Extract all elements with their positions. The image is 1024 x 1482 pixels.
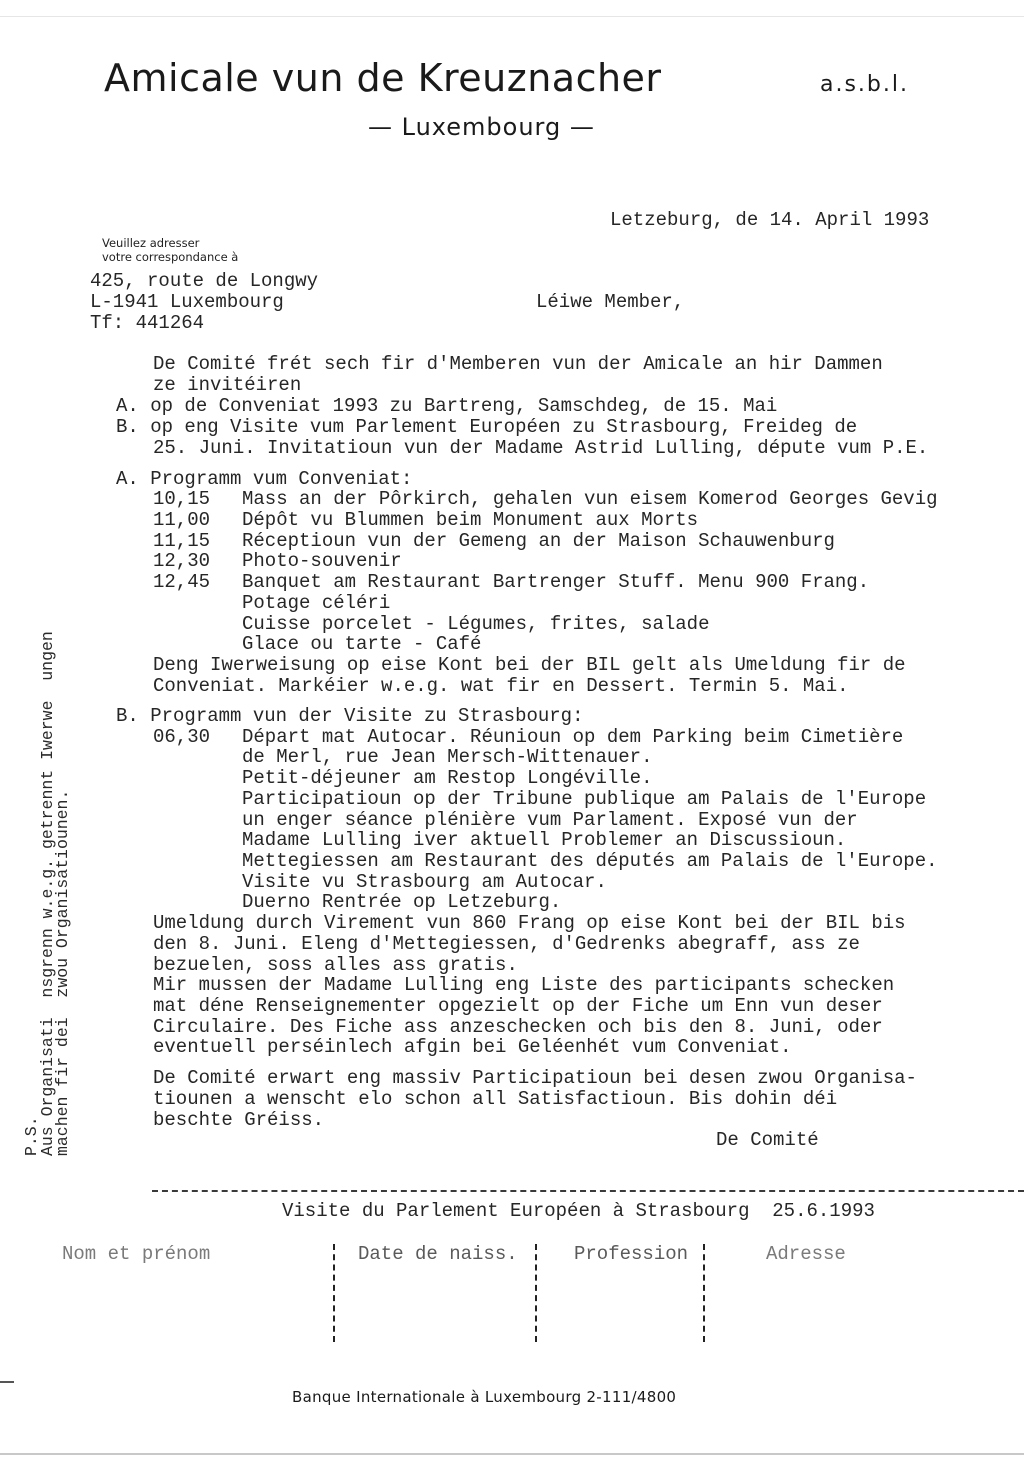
page-edge-bottom — [0, 1453, 1024, 1455]
page-edge-top — [0, 16, 1024, 17]
form-column-profession[interactable]: Profession — [574, 1243, 689, 1265]
menu-item: Potage céléri — [242, 592, 391, 614]
body-line: Mir mussen der Madame Lulling eng Liste des participants schecken — [153, 974, 895, 996]
side-note-line: machen fir dei zwou Organisatiounen. — [53, 789, 72, 1156]
body-line: den 8. Juni. Eleng d'Mettegiessen, d'Gedrenks abegraff, ass ze — [153, 933, 860, 955]
address-line: L-1941 Luxembourg — [90, 291, 284, 313]
program-time: 12,30 — [153, 550, 211, 572]
program-item: Visite vu Strasbourg am Autocar. — [242, 871, 607, 893]
punch-mark — [0, 1381, 14, 1383]
body-line: bezuelen, soss alles ass gratis. — [153, 954, 518, 976]
form-column-name[interactable]: Nom et prénom — [62, 1243, 211, 1265]
body-line: De Comité frét sech fir d'Memberen vun der Amicale an hir Dammen — [153, 353, 883, 375]
program-item: Madame Lulling iver aktuell Problemer an Discussioun. — [242, 829, 847, 851]
body-line: mat déne Renseignementer opgezielt op der Fiche um Enn vun deser — [153, 995, 883, 1017]
menu-item: Cuisse porcelet - Légumes, frites, salade — [242, 613, 710, 635]
body-line: Circulaire. Des Fiche ass anzeschecken och bis den 8. Juni, oder — [153, 1016, 883, 1038]
program-item: Réceptioun vun der Gemeng an der Maison Schauwenburg — [242, 530, 835, 552]
form-title: Visite du Parlement Européen à Strasbourg 25.6.1993 — [282, 1200, 875, 1222]
program-time: 11,15 — [153, 530, 211, 552]
program-item: un enger séance plénière vum Parlament. Exposé vun der — [242, 809, 858, 831]
salutation: Léiwe Member, — [536, 291, 685, 313]
program-item: Dépôt vu Blummen beim Monument aux Morts — [242, 509, 699, 531]
form-divider — [535, 1244, 537, 1342]
menu-item: Glace ou tarte - Café — [242, 633, 482, 655]
program-time: 12,45 — [153, 571, 211, 593]
cut-line — [152, 1190, 1024, 1192]
body-line: ze invitéiren — [153, 374, 302, 396]
body-line: tiounen a wenscht elo schon all Satisfactioun. Bis dohin déi — [153, 1088, 838, 1110]
section-heading: A. Programm vum Conveniat: — [116, 468, 413, 490]
address-line: 425, route de Longwy — [90, 270, 319, 292]
program-item: Participatioun op der Tribune publique am Palais de l'Europe — [242, 788, 927, 810]
program-item: Banquet am Restaurant Bartrenger Stuff. Menu 900 Frang. — [242, 571, 870, 593]
program-item: Duerno Rentrée op Letzeburg. — [242, 891, 562, 913]
body-line: A. op de Conveniat 1993 zu Bartreng, Samschdeg, de 15. Mai — [116, 395, 778, 417]
address-line: Tf: 441264 — [90, 312, 205, 334]
body-line: eventuell perséinlech afgin bei Geléenhét vum Conveniat. — [153, 1036, 792, 1058]
program-time: 06,30 — [153, 726, 211, 748]
side-note — [24, 631, 71, 1156]
form-divider — [333, 1244, 335, 1342]
side-note-line: Aus Organisati nsgrenn w.e.g. getrennt Iwerwe ungen — [37, 631, 57, 1156]
form-column-birth-date[interactable]: Date de naiss. — [358, 1243, 518, 1265]
program-item: de Merl, rue Jean Mersch-Wittenauer. — [242, 746, 653, 768]
form-divider — [703, 1244, 705, 1342]
organization-name: Amicale vun de Kreuznacher — [104, 56, 662, 100]
program-time: 10,15 — [153, 488, 211, 510]
organization-country: — Luxembourg — — [368, 113, 595, 141]
body-line: Deng Iwerweisung op eise Kont bei der BIL gelt als Umeldung fir de — [153, 654, 906, 676]
program-item: Petit-déjeuner am Restop Longéville. — [242, 767, 653, 789]
date-line: Letzeburg, de 14. April 1993 — [610, 209, 930, 231]
body-line: B. op eng Visite vum Parlement Européen zu Strasbourg, Freideg de — [116, 416, 858, 438]
program-time: 11,00 — [153, 509, 211, 531]
program-item: Départ mat Autocar. Réunioun op dem Parking beim Cimetière — [242, 726, 904, 748]
body-line: beschte Gréiss. — [153, 1109, 325, 1131]
body-line: 25. Juni. Invitatioun vun der Madame Astrid Lulling, députe vum P.E. — [153, 437, 929, 459]
correspondence-note-line: Veuillez adresser — [102, 236, 200, 250]
organization-suffix: a.s.b.l. — [820, 72, 909, 97]
section-heading: B. Programm vun der Visite zu Strasbourg: — [116, 705, 584, 727]
bank-details: Banque Internationale à Luxembourg 2-111/4800 — [292, 1388, 677, 1406]
correspondence-note-line: votre correspondance à — [102, 250, 239, 264]
signature-line: De Comité — [716, 1129, 819, 1151]
body-line: Conveniat. Markéier w.e.g. wat fir en Dessert. Termin 5. Mai. — [153, 675, 849, 697]
form-column-address[interactable]: Adresse — [766, 1243, 846, 1265]
program-item: Photo-souvenir — [242, 550, 402, 572]
program-item: Mass an der Pôrkirch, gehalen vun eisem Komerod Georges Gevig — [242, 488, 938, 510]
body-line: Umeldung durch Virement vun 860 Frang op eise Kont bei der BIL bis — [153, 912, 906, 934]
program-item: Mettegiessen am Restaurant des députés am Palais de l'Europe. — [242, 850, 938, 872]
body-line: De Comité erwart eng massiv Participatioun bei desen zwou Organisa- — [153, 1067, 917, 1089]
side-note-line: P.S. — [22, 1116, 41, 1156]
